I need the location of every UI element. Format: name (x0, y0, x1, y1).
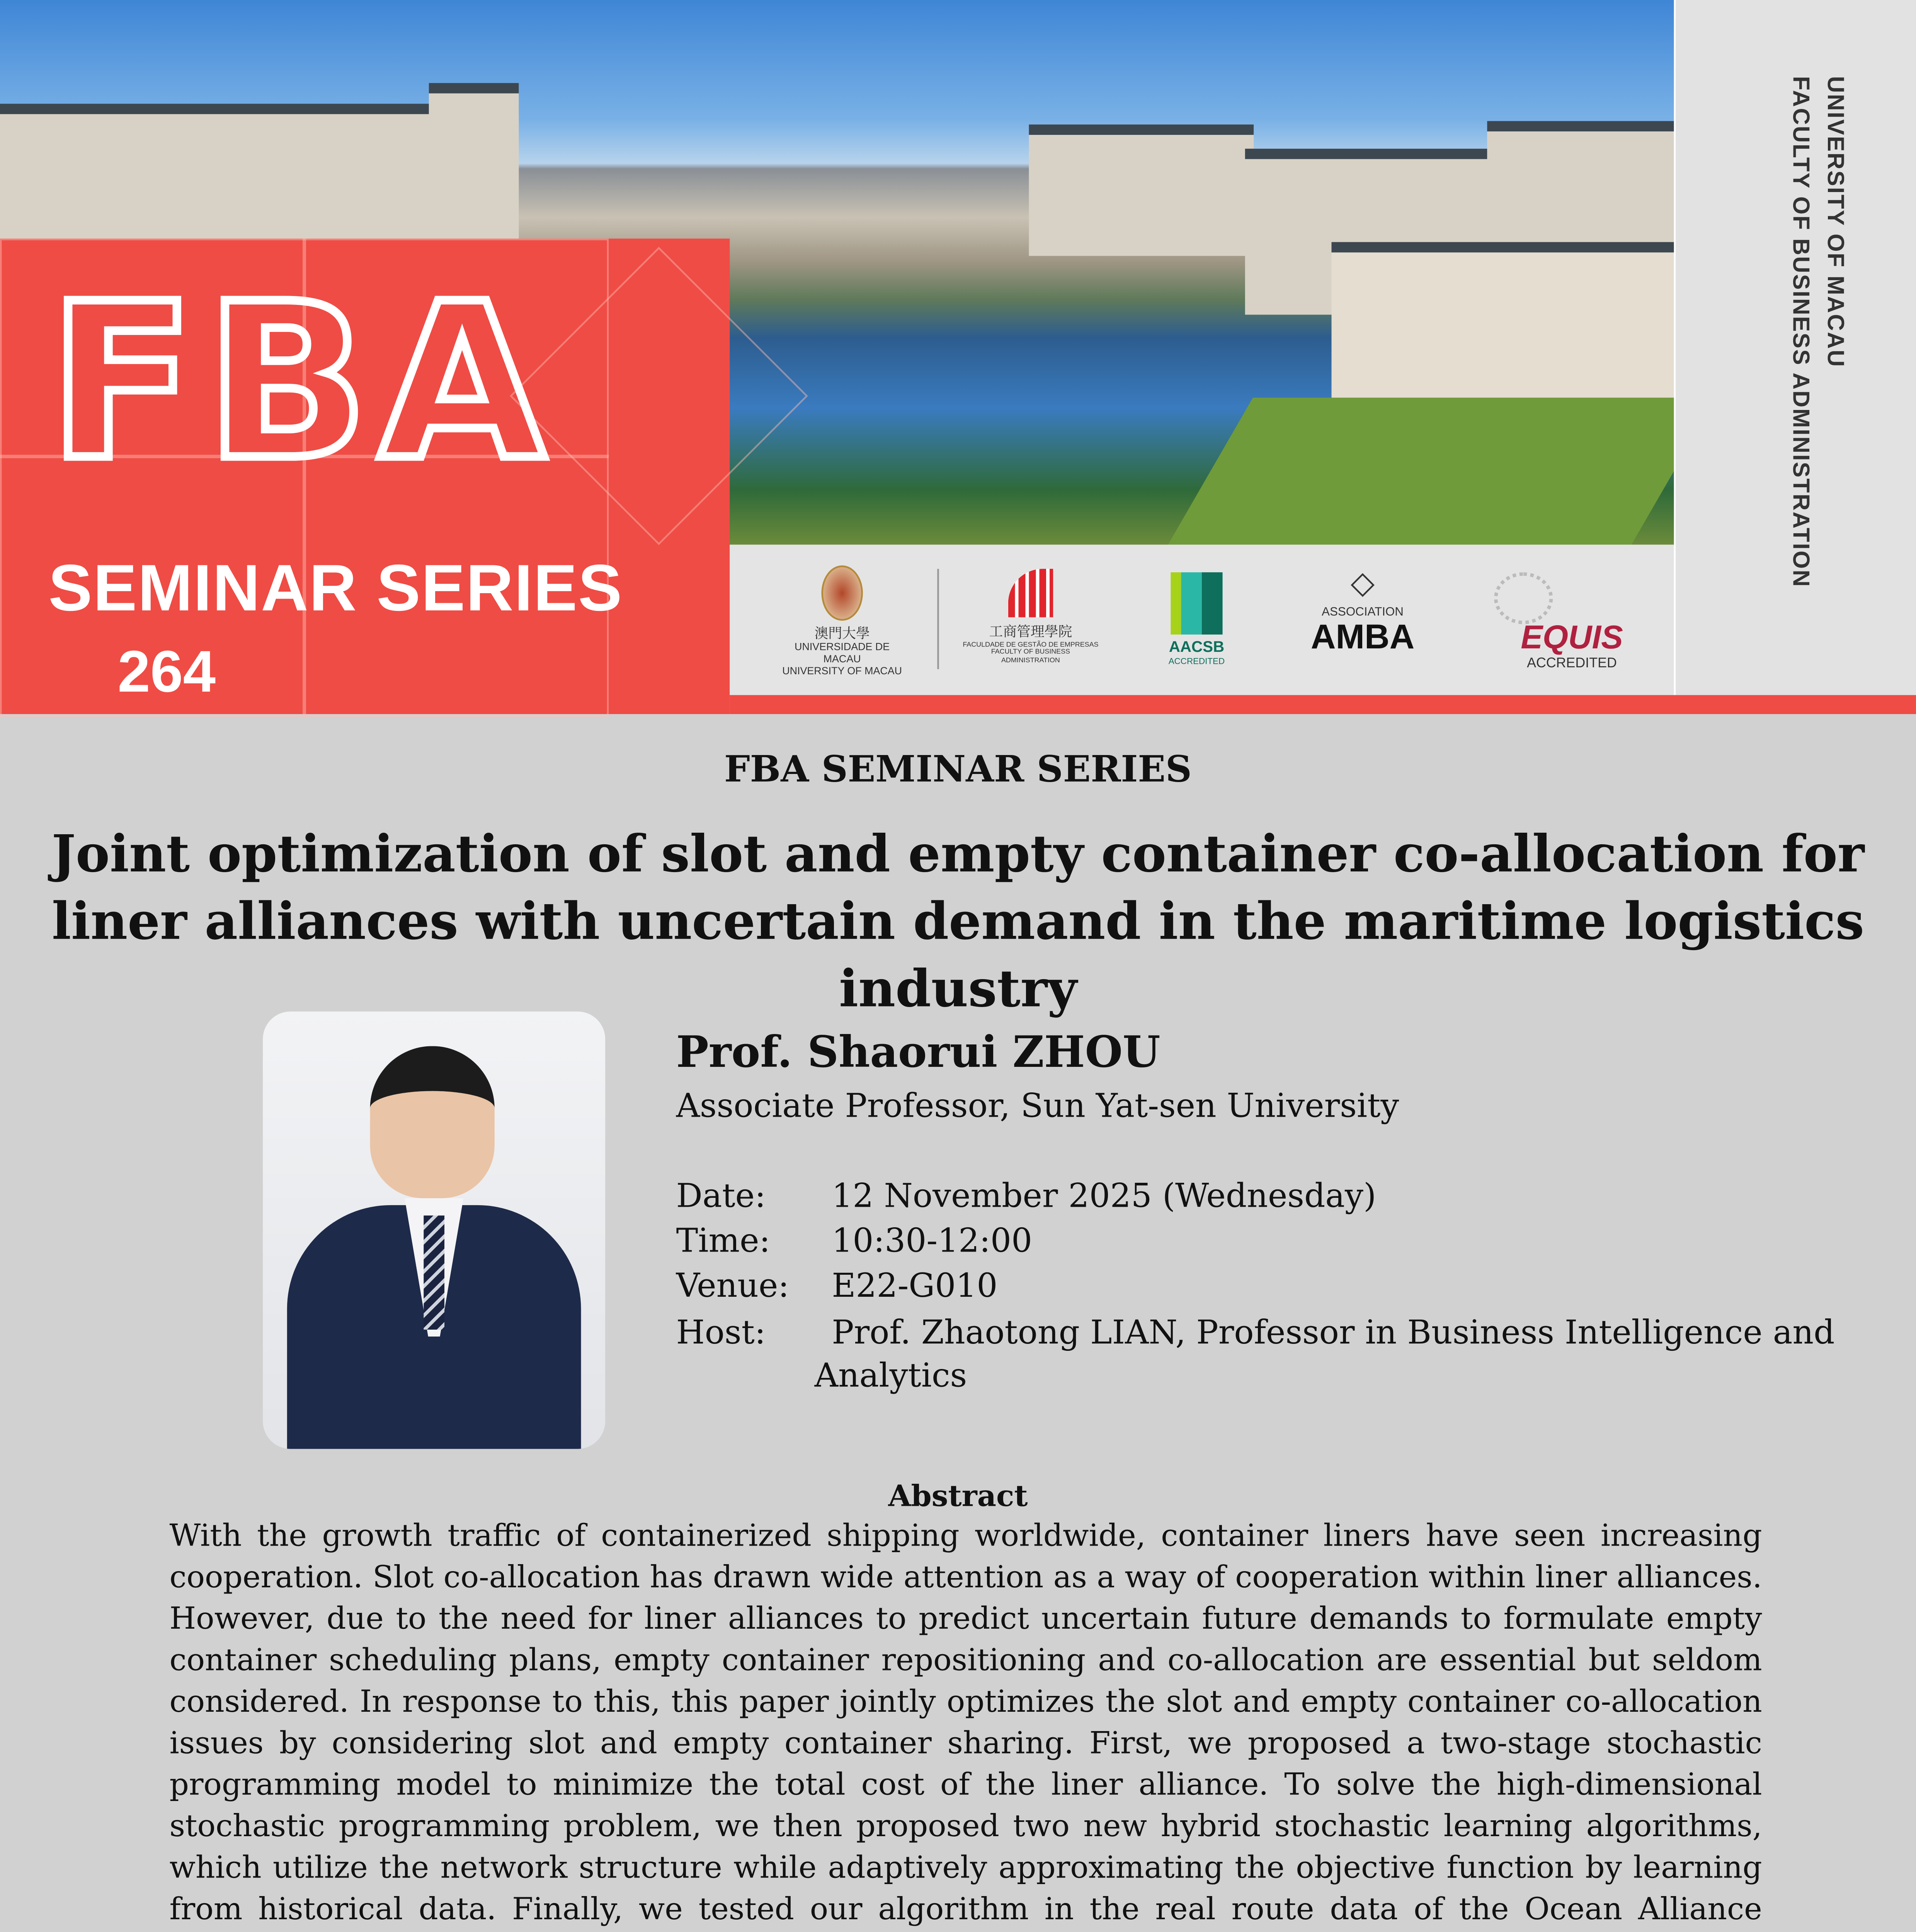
amba-logo: ◇ ASSOCIATION AMBA (1293, 565, 1432, 656)
fba-logo: FBA (48, 259, 556, 509)
university-side-strip (1674, 0, 1916, 695)
time-row: Time: 10:30-12:00 (676, 1222, 1033, 1261)
university-name-vertical: UNIVERSITY OF MACAU FACULTY OF BUSINESS ADMINISTRATION (1788, 76, 1849, 588)
equis-network-icon (1494, 572, 1553, 624)
equis-logo: EQUIS ACCREDITED (1477, 565, 1632, 672)
red-divider-bar (730, 695, 1916, 714)
logo-divider (937, 569, 939, 669)
speaker-tie (424, 1216, 444, 1330)
aacsb-logo: AACSB ACCREDITED (1162, 565, 1231, 667)
abstract-heading: Abstract (888, 1480, 1028, 1515)
abstract-text: With the growth traffic of containerized shipping worldwide, container liners have seen increasing cooperation. Slot co-allocation has drawn wide attention as a way of cooperation within liner alliances. However, due to the need for liner alliances to predict uncertain future demands to formulate empty container scheduling plans, empty container repositioning and co-allocation are essential but seldom considered. In response to this, this paper jointly optimizes the slot and empty container co-allocation issues by considering slot and empty container sharing. First, we proposed a two-stage stochastic programming model to minimize the total cost of the liner alliance. To solve the high-dimensional stochastic programming problem, we then proposed two new hybrid stochastic learning algorithms, which utilize the network structure while adaptively approximating the objective function by learning from historical data. Finally, we tested our algorithm in the real route data of the Ocean Alliance (169, 1520, 1762, 1928)
seminar-series-banner (0, 239, 730, 714)
fba-faculty-logo: 工商管理學院 FACULDADE DE GESTÃO DE EMPRESAS FACULTY OF BUSINESS ADMINISTRATION (961, 565, 1100, 665)
aacsb-mark-icon (1171, 572, 1222, 634)
date-row: Date: 12 November 2025 (Wednesday) (676, 1177, 1377, 1216)
speaker-face (370, 1046, 495, 1198)
accreditation-logos (730, 545, 1674, 695)
seminar-number: 264 (117, 639, 216, 706)
host-row: Host: Prof. Zhaotong LIAN, Professor in Business Intelligence and (676, 1314, 1835, 1352)
um-crest-icon (821, 565, 863, 621)
amba-diamond-icon: ◇ (1351, 565, 1375, 600)
um-logo: 澳門大學 UNIVERSIDADE DE MACAU UNIVERSITY OF MACAU (782, 565, 903, 680)
seminar-title: Joint optimization of slot and empty container co-allocation for liner alliances with uncertain demand in the maritime logistics industry (51, 823, 1865, 1019)
speaker-affiliation: Associate Professor, Sun Yat-sen University (676, 1087, 1399, 1126)
fba-arc-icon (1008, 569, 1053, 617)
series-heading: FBA SEMINAR SERIES (724, 747, 1192, 790)
series-label: SEMINAR SERIES (48, 553, 623, 626)
venue-row: Venue: E22-G010 (676, 1267, 998, 1306)
speaker-name: Prof. Shaorui ZHOU (676, 1027, 1160, 1077)
host-row-continued: Analytics (814, 1357, 967, 1396)
speaker-photo (263, 1012, 605, 1449)
